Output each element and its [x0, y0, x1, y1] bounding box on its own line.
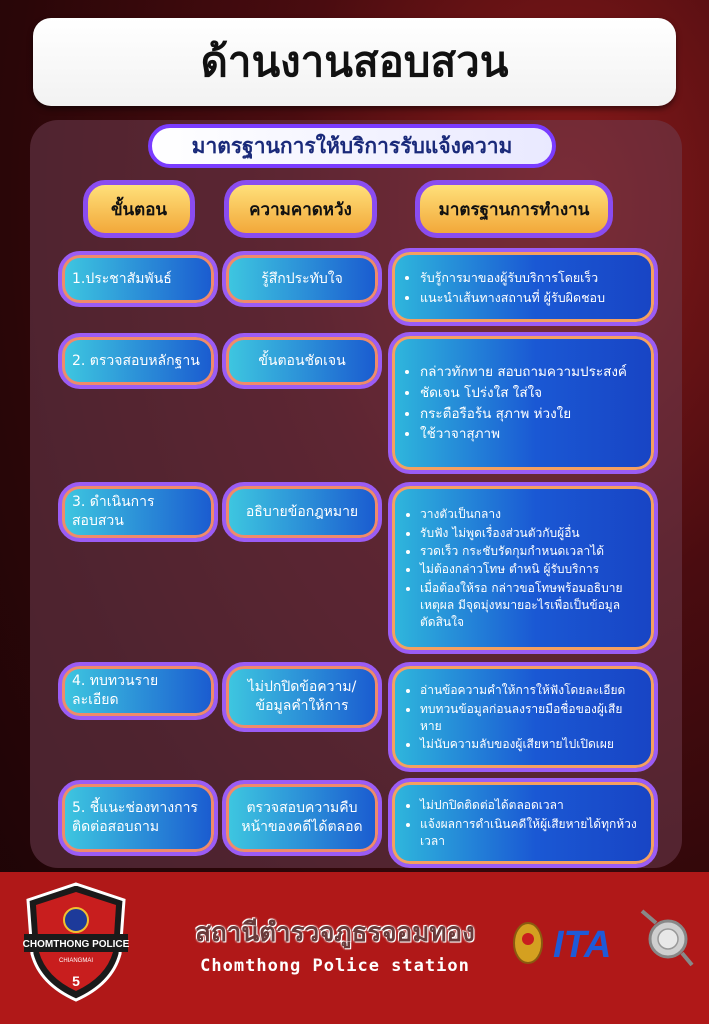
page-title: ด้านงานสอบสวน — [33, 18, 676, 106]
ita-logo-icon — [553, 924, 611, 966]
expectation-5: ตรวจสอบความคืบหน้าของคดีได้ตลอด — [222, 780, 382, 856]
standard-item: • รับรู้การมาของผู้รับบริการโดยเร็ว — [420, 269, 644, 287]
badge-number: 5 — [72, 973, 80, 989]
standard-item: • รวดเร็ว กระชับรัดกุมกำหนดเวลาได้ — [420, 543, 644, 560]
expectation-4: ไม่ปกปิดข้อความ/ข้อมูลคำให้การ — [222, 662, 382, 732]
subtitle-banner: มาตรฐานการให้บริการรับแจ้งความ — [148, 124, 556, 168]
royal-emblem-icon — [514, 923, 542, 963]
standard-item: • รับฟัง ไม่พูดเรื่องส่วนตัวกับผู้อื่น — [420, 525, 644, 542]
badge-subtitle: CHIANGMAI — [58, 958, 94, 964]
standard-card-4 — [388, 662, 658, 772]
standard-item: • แนะนำเส้นทางสถานที่ ผู้รับผิดชอบ — [420, 289, 644, 307]
step-5: 5. ชี้แนะช่องทางการติดต่อสอบถาม — [58, 780, 218, 856]
ita-logo-text: ITA — [553, 924, 612, 966]
step-2: 2. ตรวจสอบหลักฐาน — [58, 333, 218, 389]
header-expectation: ความคาดหวัง — [224, 180, 377, 238]
step-1: 1.ประชาสัมพันธ์ — [58, 251, 218, 307]
police-badge-icon — [20, 880, 132, 1004]
standard-item: • ชัดเจน โปร่งใส ใส่ใจ — [420, 384, 644, 404]
standard-item: • ใช้วาจาสุภาพ — [420, 425, 644, 445]
standard-item: • วางตัวเป็นกลาง — [420, 506, 644, 523]
expectation-2: ขั้นตอนชัดเจน — [222, 333, 382, 389]
standard-item: • กล่าวทักทาย สอบถามความประสงค์ — [420, 363, 644, 383]
header-step: ขั้นตอน — [83, 180, 195, 238]
step-4: 4. ทบทวนรายละเอียด — [58, 662, 218, 720]
header-standard: มาตรฐานการทำงาน — [415, 180, 613, 238]
expectation-1: รู้สึกประทับใจ — [222, 251, 382, 307]
standard-item: • ไม่ต้องกล่าวโทษ ตำหนิ ผู้รับบริการ — [420, 561, 644, 578]
badge-title: CHOMTHONG POLICE — [22, 939, 130, 950]
standard-item: • แจ้งผลการดำเนินคดีให้ผู้เสียหายได้ทุกห้วงเวลา — [420, 816, 644, 851]
step-3: 3. ดำเนินการสอบสวน — [58, 482, 218, 542]
standard-card-3 — [388, 482, 658, 654]
standard-item: • เมื่อต้องให้รอ กล่าวขอโทษพร้อมอธิบายเหตุผล มีจุดมุ่งหมายอะไรเพื่อเป็นข้อมูลตัดสินใจ — [420, 580, 644, 632]
magnifier-coin-icon — [642, 911, 692, 965]
standard-item: • ทบทวนข้อมูลก่อนลงรายมือชื่อของผู้เสียหาย — [420, 701, 644, 736]
station-name-english: Chomthong Police station — [200, 956, 470, 976]
standard-card-1 — [388, 248, 658, 326]
standard-item: • ไม่ปกปิดติดต่อได้ตลอดเวลา — [420, 797, 644, 814]
station-name-thai: สถานีตำรวจภูธรจอมทอง — [195, 918, 475, 948]
standard-item: • อ่านข้อความคำให้การให้ฟังโดยละเอียด — [420, 682, 644, 699]
standard-item: • ไม่นับความลับของผู้เสียหายไปเปิดเผย — [420, 736, 644, 753]
footer-logos — [508, 905, 698, 975]
standard-item: • กระตือรือร้น สุภาพ ห่วงใย — [420, 405, 644, 425]
standard-card-2 — [388, 332, 658, 474]
expectation-3: อธิบายข้อกฎหมาย — [222, 482, 382, 542]
standard-card-5 — [388, 778, 658, 868]
